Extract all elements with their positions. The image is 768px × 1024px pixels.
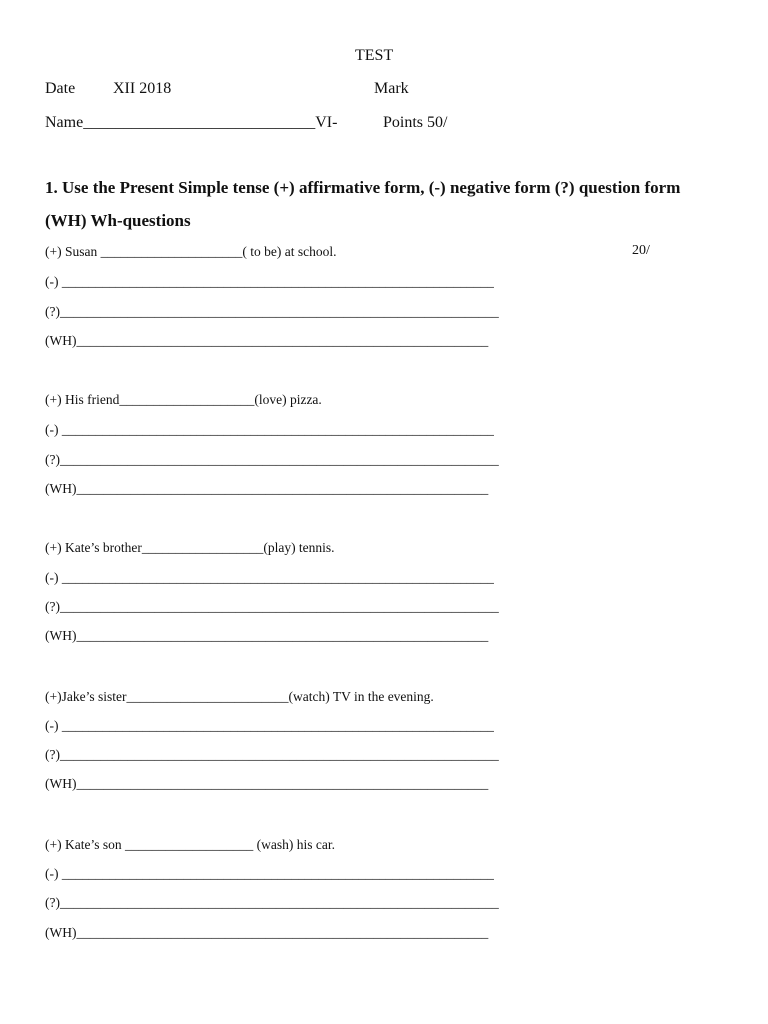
exercise-5-affirmative: (+) Kate’s son ___________________ (wash) his car. (45, 837, 335, 852)
exercise-3-negative: (-) ________________________________________________________________ (45, 570, 494, 585)
exercise-1-affirmative: (+) Susan _____________________( to be) at school. (45, 244, 337, 259)
exercise-4-wh: (WH)_____________________________________________________________ (45, 776, 489, 791)
task-1-points: 20/ (632, 243, 650, 258)
exercise-1-negative: (-) ________________________________________________________________ (45, 274, 494, 289)
mark-label: Mark (374, 80, 409, 97)
exercise-4-affirmative: (+)Jake’s sister________________________(watch) TV in the evening. (45, 689, 434, 704)
exercise-3-wh: (WH)_____________________________________________________________ (45, 628, 489, 643)
date-label: Date (45, 80, 76, 97)
exercise-4-question: (?)_________________________________________________________________ (45, 747, 499, 762)
exercise-3-question: (?)_________________________________________________________________ (45, 599, 499, 614)
task-1-instruction: 1. Use the Present Simple tense (+) affirmative form, (-) negative form (?) question form (45, 178, 681, 197)
exercise-1-wh: (WH)_____________________________________________________________ (45, 333, 489, 348)
exercise-2-question: (?)_________________________________________________________________ (45, 452, 499, 467)
exercise-5-negative: (-) ________________________________________________________________ (45, 866, 494, 881)
page-title: TEST (355, 47, 394, 64)
name-line: Name_____________________________VI- (45, 114, 338, 131)
exercise-3-affirmative: (+) Kate’s brother__________________(play) tennis. (45, 540, 335, 555)
exercise-1-question: (?)_________________________________________________________________ (45, 304, 499, 319)
task-1-instruction-cont: (WH) Wh-questions (45, 211, 191, 230)
exercise-4-negative: (-) ________________________________________________________________ (45, 718, 494, 733)
exercise-2-wh: (WH)_____________________________________________________________ (45, 481, 489, 496)
exercise-5-question: (?)_________________________________________________________________ (45, 895, 499, 910)
exercise-5-wh: (WH)_____________________________________________________________ (45, 925, 489, 940)
date-value: XII 2018 (113, 80, 172, 97)
points-total: Points 50/ (383, 114, 448, 131)
exercise-2-affirmative: (+) His friend____________________(love) pizza. (45, 392, 322, 407)
exercise-2-negative: (-) ________________________________________________________________ (45, 422, 494, 437)
